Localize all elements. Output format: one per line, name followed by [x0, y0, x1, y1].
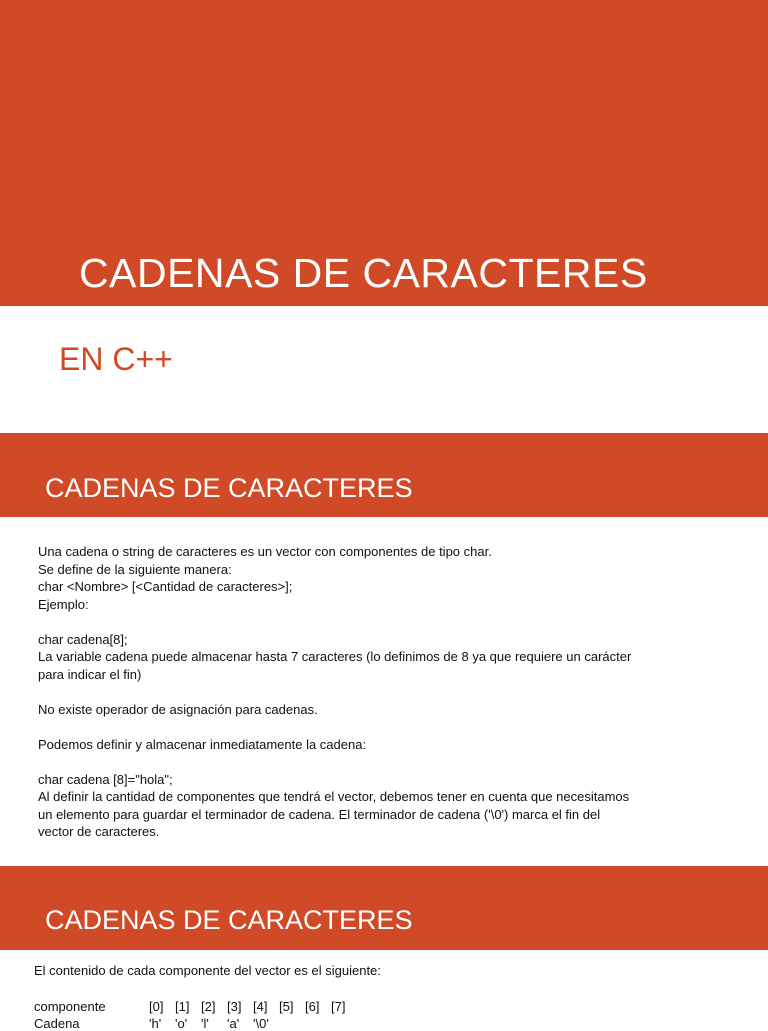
body-line [38, 613, 708, 631]
body-line: La variable cadena puede almacenar hasta 7 caracteres (lo definimos de 8 ya que requiere un carácter [38, 649, 632, 664]
char-cell: 'l' [201, 1016, 209, 1031]
row-label: componente [34, 999, 106, 1014]
body-line: char cadena[8]; [38, 631, 128, 647]
component-row [34, 999, 357, 1014]
body-line: Una cadena o string de caracteres es un vector con componentes de tipo char. [38, 544, 492, 559]
section-intro: El contenido de cada componente del vector es el siguiente: [34, 963, 381, 978]
body-line: char cadena [8]="hola"; [38, 771, 173, 787]
body-line [38, 683, 708, 701]
body-line: Ejemplo: [38, 596, 89, 612]
body-line: Se define de la siguiente manera: [38, 561, 232, 577]
index-cell: [7] [331, 999, 346, 1014]
index-cell: [2] [201, 999, 216, 1014]
body-line [38, 718, 708, 736]
main-title: CADENAS DE CARACTERES [79, 250, 648, 296]
index-cell: [3] [227, 999, 242, 1014]
index-cell: [6] [305, 999, 320, 1014]
body-line: char <Nombre> [<Cantidad de caracteres>]; [38, 579, 293, 594]
index-cell: [5] [279, 999, 294, 1014]
body-line: No existe operador de asignación para cadenas. [38, 701, 318, 717]
row-label: Cadena [34, 1016, 80, 1031]
index-cell: [0] [149, 999, 164, 1014]
body-line: para indicar el fin) [38, 666, 142, 682]
char-cell: 'a' [227, 1016, 240, 1031]
body-line: un elemento para guardar el terminador de cadena. El terminador de cadena ('\0') marca el fin del [38, 806, 601, 822]
section-body [38, 543, 708, 841]
index-cell: [1] [175, 999, 190, 1014]
body-line: vector de caracteres. [38, 824, 160, 839]
body-line: Al definir la cantidad de componentes que tendrá el vector, debemos tener en cuenta que necesitamos [38, 789, 630, 804]
main-subtitle: EN C++ [59, 341, 173, 377]
section-title: CADENAS DE CARACTERES [45, 905, 413, 935]
char-cell: '\0' [253, 1016, 269, 1031]
body-line [38, 753, 708, 771]
char-cell: 'o' [175, 1016, 188, 1031]
section-title: CADENAS DE CARACTERES [45, 473, 413, 503]
char-cell: 'h' [149, 1016, 162, 1031]
body-line: Podemos definir y almacenar inmediatamente la cadena: [38, 736, 367, 752]
index-cell: [4] [253, 999, 268, 1014]
